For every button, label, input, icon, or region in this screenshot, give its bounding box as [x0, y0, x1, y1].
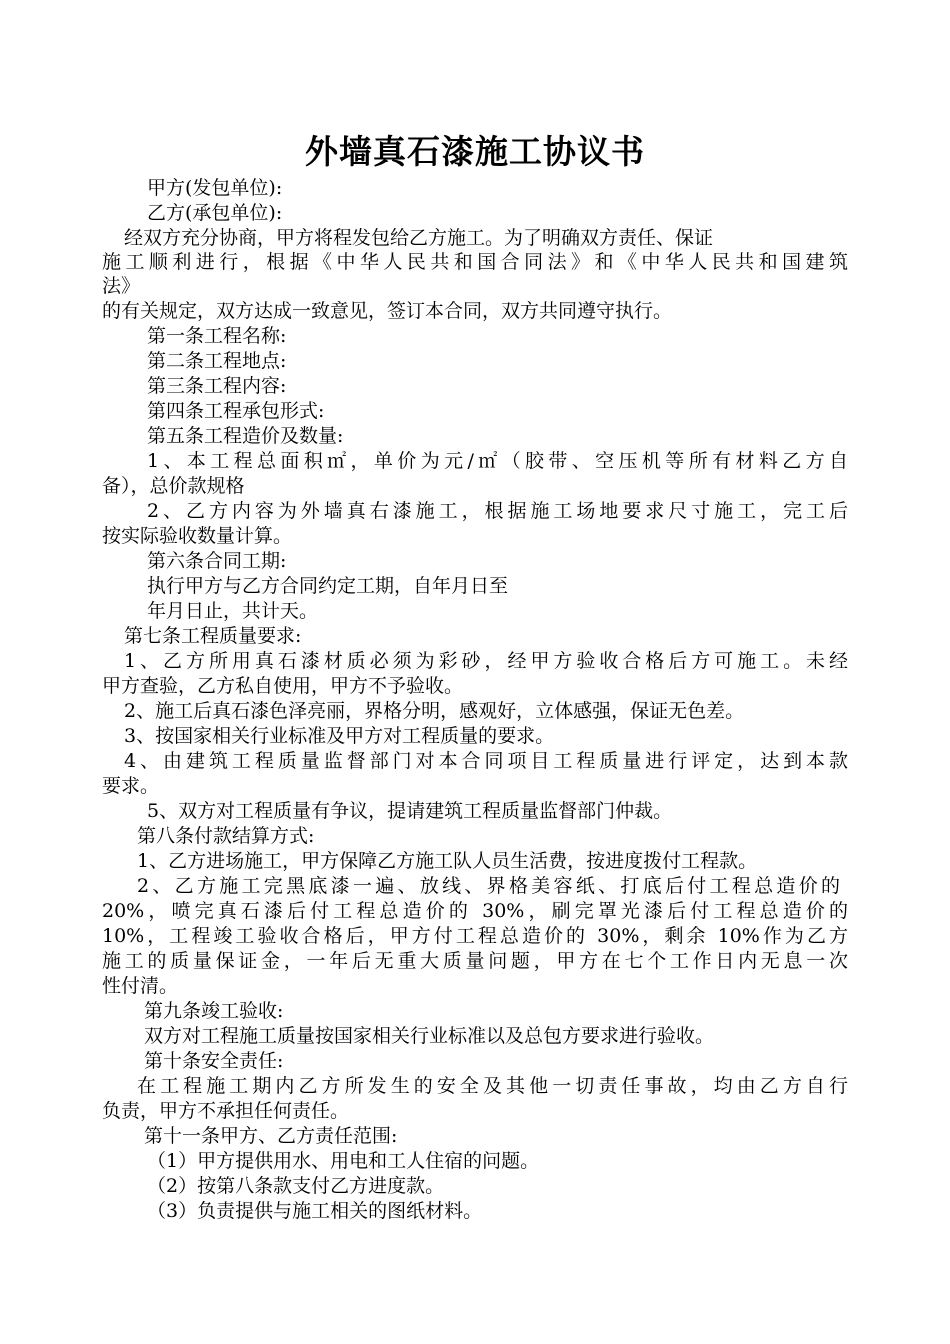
article-heading: 第一条工程名称:: [147, 325, 287, 347]
document-title: 外墙真石漆施工协议书: [305, 132, 645, 171]
clause-line: 5、双方对工程质量有争议，提请建筑工程质量监督部门仲裁。: [147, 800, 673, 822]
clause-line: 备），总价款规格: [102, 475, 245, 497]
article-heading: 第十一条甲方、乙方责任范围:: [144, 1125, 398, 1147]
article-heading: 第六条合同工期:: [147, 550, 287, 572]
clause-line: 1、本工程总面积㎡，单价为元/㎡（胶带、空压机等所有材料乙方自: [147, 450, 848, 472]
clause-line: 按实际验收数量计算。: [102, 525, 293, 547]
clause-line: 执行甲方与乙方合同约定工期，自年月日至: [147, 575, 509, 597]
article-heading: 第十条安全责任:: [144, 1050, 284, 1072]
party-a-line: 甲方(发包单位):: [147, 177, 283, 199]
article-heading: 第八条付款结算方式:: [137, 825, 315, 847]
clause-line: 负责，甲方不承担任何责任。: [102, 1100, 350, 1122]
clause-line: 1、乙方所用真石漆材质必须为彩砂，经甲方验收合格后方可施工。未经: [124, 650, 848, 672]
clause-line: 要求。: [102, 775, 160, 797]
preamble-line: 经双方充分协商，甲方将程发包给乙方施工。为了明确双方责任、保证: [124, 227, 714, 249]
preamble-line: 的有关规定，双方达成一致意见，签订本合同，双方共同遵守执行。: [102, 300, 673, 322]
clause-line: 甲方查验，乙方私自使用，甲方不予验收。: [102, 675, 464, 697]
preamble-line: 施工顺利进行，根据《中华人民共和国合同法》和《中华人民共和国建筑: [102, 251, 848, 273]
clause-line: 在工程施工期内乙方所发生的安全及其他一切责任事故，均由乙方自行: [137, 1075, 848, 1097]
clause-line: （3）负责提供与施工相关的图纸材料。: [147, 1200, 483, 1222]
clause-line: 2、乙方内容为外墙真右漆施工，根据施工场地要求尺寸施工，完工后: [147, 500, 848, 522]
clause-line: 4、由建筑工程质量监督部门对本合同项目工程质量进行评定，达到本款: [124, 750, 848, 772]
clause-line: 10%，工程竣工验收合格后，甲方付工程总造价的 30%，剩余 10%作为乙方: [102, 925, 848, 947]
article-heading: 第五条工程造价及数量:: [147, 425, 344, 447]
clause-line: 3、按国家相关行业标准及甲方对工程质量的要求。: [124, 725, 555, 747]
clause-line: 2、乙方施工完黑底漆一遍、放线、界格美容纸、打底后付工程总造价的: [137, 875, 840, 897]
clause-line: 双方对工程施工质量按国家相关行业标准以及总包方要求进行验收。: [144, 1025, 715, 1047]
party-b-line: 乙方(承包单位):: [147, 202, 283, 224]
preamble-line: 法》: [102, 275, 141, 297]
clause-line: 施工的质量保证金，一年后无重大质量问题，甲方在七个工作日内无息一次: [102, 950, 848, 972]
clause-line: （1）甲方提供用水、用电和工人住宿的问题。: [147, 1150, 540, 1172]
article-heading: 第二条工程地点:: [147, 350, 287, 372]
article-heading: 第七条工程质量要求:: [124, 625, 302, 647]
article-heading: 第九条竣工验收:: [144, 1000, 284, 1022]
clause-line: 20%，喷完真石漆后付工程总造价的 30%，刷完罩光漆后付工程总造价的: [102, 900, 848, 922]
clause-line: （2）按第八条款支付乙方进度款。: [147, 1175, 445, 1197]
article-heading: 第四条工程承包形式:: [147, 400, 325, 422]
clause-line: 2、施工后真石漆色泽亮丽，界格分明，感观好，立体感强，保证无色差。: [124, 700, 745, 722]
clause-line: 1、乙方进场施工，甲方保障乙方施工队人员生活费，按进度拨付工程款。: [137, 850, 758, 872]
clause-line: 年月日止，共计天。: [147, 600, 319, 622]
article-heading: 第三条工程内容:: [147, 375, 287, 397]
clause-line: 性付清。: [102, 975, 179, 997]
